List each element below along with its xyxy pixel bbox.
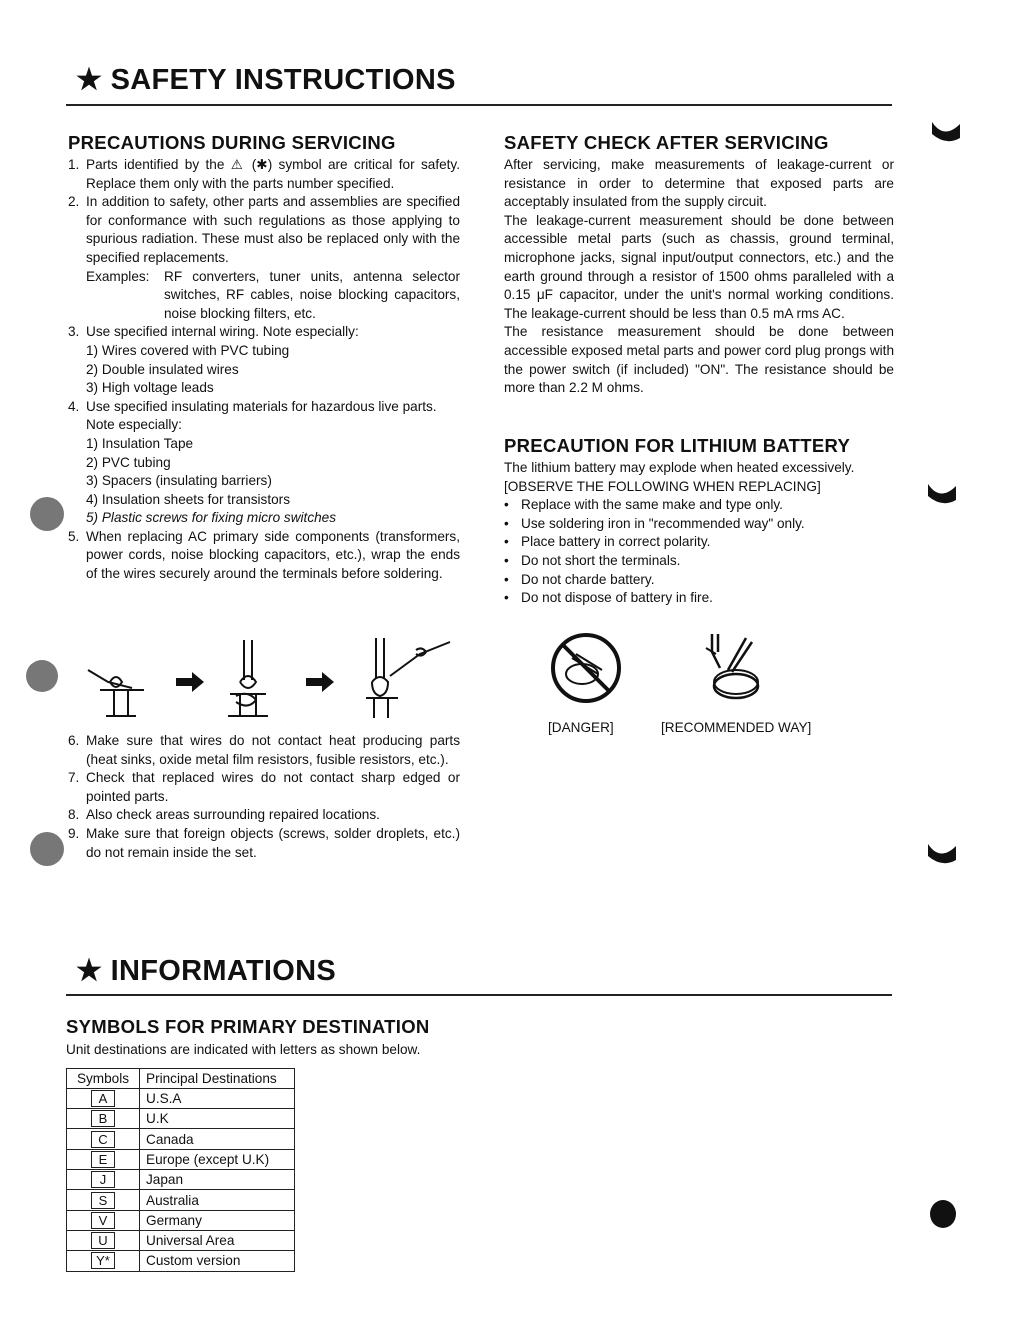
wire-wrap-illustration	[80, 632, 470, 722]
table-row	[67, 1190, 295, 1210]
destination-name: Canada	[140, 1129, 295, 1149]
binding-hole-mark	[26, 660, 58, 692]
symbol-letter: C	[91, 1131, 115, 1148]
list-item: • Use soldering iron in "recommended way" only.	[504, 515, 805, 531]
table-row	[67, 1129, 295, 1149]
destination-name: Australia	[140, 1190, 295, 1210]
destination-name: Custom version	[140, 1251, 295, 1271]
table-row	[67, 1170, 295, 1190]
list-item: • Do not charde battery.	[504, 571, 655, 587]
table-row	[67, 1230, 295, 1250]
symbols-intro: Unit destinations are indicated with letters as shown below.	[66, 1042, 421, 1057]
danger-label: [DANGER]	[548, 720, 614, 735]
list-item: 8. Also check areas surrounding repaired locations.	[68, 807, 380, 823]
binding-hole-mark	[30, 832, 64, 866]
safety-check-paragraph: After servicing, make measurements of leakage-current or resistance in order to determine that exposed parts are acceptably insulated from the supply circuit.	[504, 157, 894, 210]
binding-hole-mark	[930, 1200, 956, 1228]
precautions-section	[68, 132, 460, 584]
list-item: 6. Make sure that wires do not contact heat producing parts (heat sinks, oxide metal film resistors, fusible resistors, etc.).	[68, 733, 460, 767]
title-rule	[66, 104, 892, 106]
destination-name: U.S.A	[140, 1088, 295, 1108]
list-item: 5. When replacing AC primary side components (transformers, power cords, noise blocking capacitors, etc.), wrap the ends of the wires securely around the terminals before soldering.	[68, 528, 460, 582]
wiring-sub-list: 1) Wires covered with PVC tubing 2) Double insulated wires 3) High voltage leads	[86, 342, 290, 396]
list-item: • Do not short the terminals.	[504, 552, 681, 568]
destination-name: U.K	[140, 1109, 295, 1129]
symbol-letter: S	[91, 1192, 115, 1209]
symbol-letter: E	[91, 1151, 115, 1168]
symbol-letter: J	[91, 1171, 115, 1188]
symbol-letter: U	[91, 1232, 115, 1249]
destination-name: Germany	[140, 1210, 295, 1230]
list-item: • Replace with the same make and type only.	[504, 497, 783, 513]
list-item: • Place battery in correct polarity.	[504, 534, 711, 550]
lithium-observe: [OBSERVE THE FOLLOWING WHEN REPLACING]	[504, 478, 821, 494]
destination-name: Japan	[140, 1170, 295, 1190]
list-item: 2. In addition to safety, other parts and assemblies are specified for conformance with such regulations as those applying to spurious radiation. These must also be replaced only with the specified replacements.	[68, 194, 460, 265]
precautions-heading: PRECAUTIONS DURING SERVICING	[68, 132, 396, 153]
danger-icon	[548, 628, 628, 708]
destination-name: Universal Area	[140, 1230, 295, 1250]
symbols-heading: SYMBOLS FOR PRIMARY DESTINATION	[66, 1016, 430, 1037]
table-row	[67, 1210, 295, 1230]
table-row	[67, 1251, 295, 1271]
safety-check-section	[504, 132, 894, 398]
symbols-section	[66, 1016, 430, 1272]
lithium-warning: The lithium battery may explode when heated excessively.	[504, 460, 855, 475]
destination-table	[66, 1068, 295, 1272]
symbol-letter: Y*	[91, 1252, 115, 1269]
informations-rule	[66, 994, 892, 996]
list-item: 7. Check that replaced wires do not contact sharp edged or pointed parts.	[68, 770, 460, 804]
table-row	[67, 1149, 295, 1169]
corner-mark	[930, 118, 962, 142]
table-row	[67, 1088, 295, 1108]
corner-mark	[926, 840, 958, 864]
safety-check-heading: SAFETY CHECK AFTER SERVICING	[504, 132, 829, 153]
corner-mark	[926, 480, 958, 504]
col-symbols: Symbols	[67, 1068, 140, 1088]
list-item: 1. Parts identified by the ⚠ (✱) symbol are critical for safety. Replace them only with the parts number specified.	[68, 157, 460, 191]
symbol-letter: B	[91, 1110, 115, 1127]
table-header	[67, 1068, 295, 1088]
destination-name: Europe (except U.K)	[140, 1149, 295, 1169]
safety-check-paragraph: The resistance measurement should be done between accessible exposed metal parts and power cord plug prongs with the power switch (if included) "ON". The resistance should be more than 2.2 M ohms.	[504, 324, 894, 396]
table-row	[67, 1109, 295, 1129]
insulation-sub-list: Note especially: 1) Insulation Tape 2) PVC tubing 3) Spacers (insulating barriers) 4) Insulation sheets for transistors 5) Plastic screws for fixing micro switches	[86, 417, 337, 526]
safety-check-paragraph: The leakage-current measurement should be done between accessible metal parts (such as chassis, ground terminal, microphone jacks, signal input/output connectors, etc.) and the earth ground through a resistor of 1500 ohms paralleled with a 0.15 μF capacitor, under the unit's normal working conditions. The leakage-current should be less than 0.5 mA rms AC.	[504, 212, 894, 321]
col-destinations: Principal Destinations	[140, 1068, 295, 1088]
informations-title: ★ INFORMATIONS	[76, 955, 337, 987]
symbol-letter: A	[91, 1090, 115, 1107]
recommended-label: [RECOMMENDED WAY]	[661, 720, 812, 735]
symbol-letter: V	[91, 1212, 115, 1229]
list-item: 9. Make sure that foreign objects (screws, solder droplets, etc.) do not remain inside the set.	[68, 825, 460, 860]
list-item: 3. Use specified internal wiring. Note especially:	[68, 324, 359, 340]
lithium-heading: PRECAUTION FOR LITHIUM BATTERY	[504, 435, 851, 456]
safety-title: ★ SAFETY INSTRUCTIONS	[76, 64, 456, 96]
list-item: • Do not dispose of battery in fire.	[504, 590, 713, 606]
list-item: 4. Use specified insulating materials for hazardous live parts.	[68, 398, 437, 414]
lithium-section	[504, 435, 894, 608]
binding-hole-mark	[30, 497, 64, 531]
precautions-list-continued	[68, 732, 460, 862]
examples: Examples: RF converters, tuner units, antenna selector switches, RF cables, noise blocking capacitors, noise blocking filters, etc.	[86, 268, 460, 321]
recommended-way-icon	[698, 628, 768, 708]
